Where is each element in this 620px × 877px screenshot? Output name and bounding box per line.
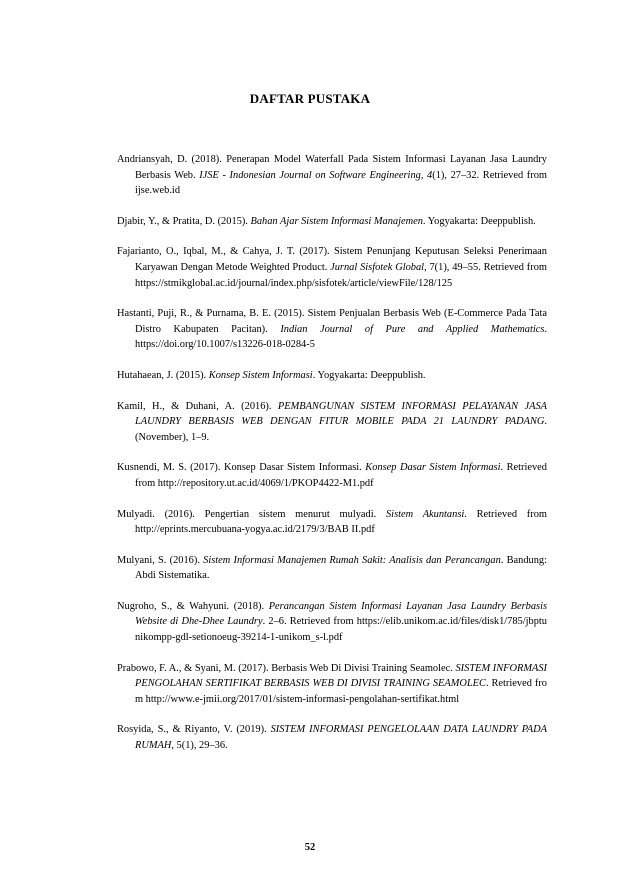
reference-entry: Rosyida, S., & Riyanto, V. (2019). SISTEM INFORMASI PENGELOLAAN DATA LAUNDRY PADA RUMAH, 5(1), 29–36.: [117, 724, 547, 752]
reference-entry: Kamil, H., & Duhani, A. (2016). PEMBANGUNAN SISTEM INFORMASI PELAYANAN JASA LAUNDRY BERBASIS WEB DENGAN FITUR MOBILE PADA 21 LAUNDRY PADANG. (November), 1–9.: [117, 400, 547, 443]
reference-entry: Andriansyah, D. (2018). Penerapan Model Waterfall Pada Sistem Informasi Layanan Jasa Laundry Berbasis Web. IJSE - Indonesian Journal on Software Engineering, 4(1), 27–32. Retrieved from ijse.web.id: [117, 154, 547, 197]
reference-list: [117, 152, 547, 769]
reference-entry: Mulyani, S. (2016). Sistem Informasi Manajemen Rumah Sakit: Analisis dan Perancangan. Bandung: Abdi Sistematika.: [117, 554, 548, 582]
reference-entry: Mulyadi. (2016). Pengertian sistem menurut mulyadi. Sistem Akuntansi. Retrieved from http://eprints.mercubuana-yogya.ac.id/2179/3/BAB II.pdf: [117, 508, 547, 536]
reference-entry: Djabir, Y., & Pratita, D. (2015). Bahan Ajar Sistem Informasi Manajemen. Yogyakarta: Deeppublish.: [117, 215, 536, 227]
page-number: 52: [304, 842, 316, 853]
reference-entry: Hastanti, Puji, R., & Purnama, B. E. (2015). Sistem Penjualan Berbasis Web (E-Commerce Pada Tata Distro Kabupaten Pacitan). Indian Journal of Pure and Applied Mathematics. https://doi.org/10.1007/s13226-018-0284-5: [117, 308, 548, 351]
reference-entry: Kusnendi, M. S. (2017). Konsep Dasar Sistem Informasi. Konsep Dasar Sistem Informasi. Retrieved from http://repository.ut.ac.id/4069/1/PKOP4422-M1.pdf: [117, 462, 547, 489]
page-title: DAFTAR PUSTAKA: [249, 91, 371, 106]
reference-entry: Nugroho, S., & Wahyuni. (2018). Perancangan Sistem Informasi Layanan Jasa Laundry Berbasis Website di Dhe-Dhee Laundry. 2–6. Retrieved from https://elib.unikom.ac.id/files/disk1/785/jbptunikompp-gdl-setionoeug-39214-1-unikom_s-l.pdf: [117, 600, 547, 644]
reference-entry: Prabowo, F. A., & Syani, M. (2017). Berbasis Web Di Divisi Training Seamolec. SISTEM INFORMASI PENGOLAHAN SERTIFIKAT BERBASIS WEB DI DIVISI TRAINING SEAMOLEC. Retrieved from http://www.e-jmii.org/2017/01/sistem-informasi-pengolahan-sertifikat.html: [117, 662, 547, 705]
reference-entry: Fajarianto, O., Iqbal, M., & Cahya, J. T. (2017). Sistem Penunjang Keputusan Seleksi Penerimaan Karyawan Dengan Metode Weighted Product. Jurnal Sisfotek Global, 7(1), 49–55. Retrieved from https://stmikglobal.ac.id/journal/index.php/sisfotek/article/viewFile/128/125: [117, 246, 548, 289]
reference-entry: Hutahaean, J. (2015). Konsep Sistem Informasi. Yogyakarta: Deeppublish.: [117, 369, 426, 381]
